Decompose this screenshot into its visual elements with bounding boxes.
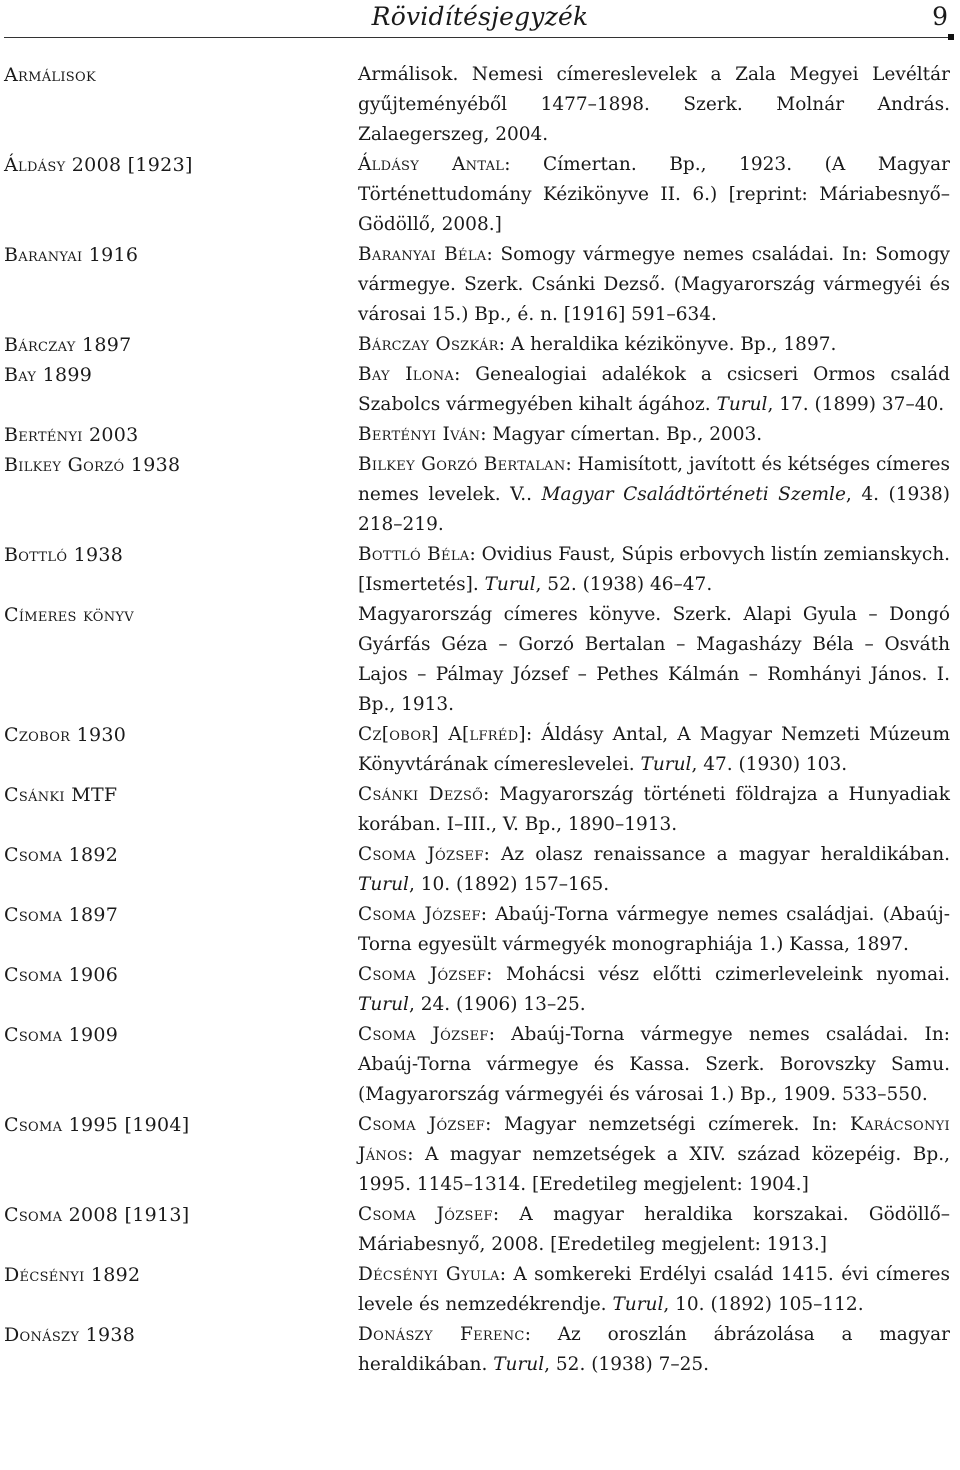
- abbreviation-key: Áldásy 2008 [1923]: [4, 154, 193, 176]
- author-name: Áldásy Antal: [358, 154, 505, 175]
- abbreviation-reference: [358, 540, 950, 600]
- abbreviation-reference: [358, 240, 950, 330]
- abbreviation-key: Donászy 1938: [4, 1324, 136, 1346]
- abbreviation-reference: [358, 1110, 950, 1200]
- abbreviation-entry: [0, 780, 960, 840]
- abbreviation-entry: [0, 1110, 960, 1200]
- author-name: Décsényi Gyula: [358, 1264, 500, 1285]
- abbreviation-entry: [0, 900, 960, 960]
- abbreviation-reference: [358, 840, 950, 900]
- author-name: Baranyai Béla: [358, 244, 487, 265]
- abbreviation-reference: [358, 1200, 950, 1260]
- abbreviation-key: Csoma 1909: [4, 1024, 119, 1046]
- abbreviation-entry: [0, 1260, 960, 1320]
- author-name: Bottló Béla: [358, 544, 470, 565]
- author-name: Bilkey Gorzó Bertalan: [358, 454, 566, 475]
- abbreviation-reference: [358, 1260, 950, 1320]
- reference-text: , 52. (1938) 7–25.: [544, 1354, 710, 1375]
- reference-text: : Magyar címertan. Bp., 2003.: [480, 424, 763, 445]
- abbreviation-key: Bottló 1938: [4, 544, 124, 566]
- abbreviation-key: Armálisok: [4, 64, 96, 86]
- author-name: Csoma József: [358, 904, 481, 925]
- journal-title: Turul: [493, 1354, 545, 1375]
- reference-text: : Abaúj-Torna vármegye nemes családjai. (Abaúj-Torna egyesült vármegyék monographiája 1.) Kassa, 1897.: [358, 904, 950, 955]
- abbreviation-key: Bertényi 2003: [4, 424, 139, 446]
- journal-title: Turul: [484, 574, 536, 595]
- abbreviation-reference: [358, 1020, 950, 1110]
- abbreviation-key: Décsényi 1892: [4, 1264, 141, 1286]
- reference-text: : Abaúj-Torna vármegye nemes családai. In: Abaúj-Torna vármegye és Kassa. Szerk. Borovszky Samu. (Magyarország vármegyéi és városai 1.) Bp., 1909. 533–550.: [358, 1024, 950, 1105]
- abbreviation-key: Bilkey Gorzó 1938: [4, 454, 181, 476]
- abbreviation-reference: [358, 720, 950, 780]
- abbreviation-reference: [358, 330, 950, 360]
- author-name: Bertényi Iván: [358, 424, 481, 445]
- header-rule: [4, 37, 952, 38]
- author-name: Csoma József: [358, 844, 484, 865]
- abbreviation-key: Csoma 1897: [4, 904, 119, 926]
- reference-text: , 24. (1906) 13–25.: [408, 994, 586, 1015]
- abbreviation-reference: [358, 150, 950, 240]
- author-name: Karácsonyi János: [358, 1114, 950, 1165]
- abbreviation-entry: [0, 1200, 960, 1260]
- journal-title: Turul: [716, 394, 768, 415]
- abbreviation-entry: [0, 450, 960, 540]
- journal-title: Turul: [358, 874, 409, 895]
- abbreviation-reference: [358, 450, 950, 540]
- abbreviation-entry: [0, 540, 960, 600]
- abbreviation-key: Csoma 1906: [4, 964, 119, 986]
- reference-text: Armálisok. Nemesi címereslevelek a Zala Megyei Levéltár gyűjteményéből 1477–1898. Szerk. Molnár András. Zalaegerszeg, 2004.: [358, 64, 950, 145]
- abbreviation-key: Bárczay 1897: [4, 334, 132, 356]
- abbreviation-reference: [358, 360, 950, 420]
- abbreviation-entry: [0, 600, 960, 720]
- reference-text: : Somogy vármegye nemes családai. In: Somogy vármegye. Szerk. Csánki Dezső. (Magyarország vármegyéi és városai 15.) Bp., é. n. [1916] 591–634.: [358, 244, 950, 325]
- abbreviation-key: Baranyai 1916: [4, 244, 139, 266]
- reference-text: : Magyarország történeti földrajza a Hunyadiak korában. I–III., V. Bp., 1890–1913.: [358, 784, 951, 835]
- abbreviation-reference: [358, 420, 950, 450]
- abbreviation-key: Csoma 1892: [4, 844, 119, 866]
- author-name: Bay Ilona: [358, 364, 455, 385]
- abbreviation-reference: [358, 900, 950, 960]
- author-name: Csoma József: [358, 964, 487, 985]
- abbreviation-entry: [0, 1020, 960, 1110]
- abbreviation-entry: [0, 420, 960, 450]
- reference-text: : A somkereki Erdélyi család 1415. évi címeres levele és nemzedékrendje.: [358, 1264, 950, 1315]
- author-name: Cz[obor] A[lfréd]: [358, 724, 526, 745]
- abbreviation-key: Csoma 2008 [1913]: [4, 1204, 190, 1226]
- abbreviation-key: Csoma 1995 [1904]: [4, 1114, 190, 1136]
- abbreviation-reference: [358, 780, 950, 840]
- journal-title: Turul: [612, 1294, 664, 1315]
- reference-text: : Mohácsi vész előtti czimerleveleink nyomai.: [486, 964, 950, 985]
- abbreviation-entry: [0, 360, 960, 420]
- reference-text: : A magyar nemzetségek a XIV. század közepéig. Bp., 1995. 1145–1314. [Eredetileg megjelent: 1904.]: [358, 1144, 950, 1195]
- reference-text: , 10. (1892) 157–165.: [408, 874, 610, 895]
- abbreviation-reference: [358, 960, 950, 1020]
- reference-text: , 47. (1930) 103.: [691, 754, 848, 775]
- journal-title: Turul: [640, 754, 692, 775]
- abbreviation-entry: [0, 330, 960, 360]
- abbreviation-entry: [0, 240, 960, 330]
- abbreviation-reference: [358, 600, 950, 720]
- reference-text: : Az olasz renaissance a magyar heraldikában.: [483, 844, 950, 865]
- page-number: 9: [932, 2, 948, 31]
- author-name: Csoma József: [358, 1114, 486, 1135]
- reference-text: , 52. (1938) 46–47.: [535, 574, 713, 595]
- running-header: [0, 0, 960, 40]
- abbreviation-key: Bay 1899: [4, 364, 93, 386]
- reference-text: : A magyar heraldika korszakai. Gödöllő–Máriabesnyő, 2008. [Eredetileg megjelent: 1913.]: [358, 1204, 950, 1255]
- abbreviation-key: Czobor 1930: [4, 724, 127, 746]
- abbreviation-reference: [358, 1320, 950, 1380]
- reference-text: Magyarország címeres könyve. Szerk. Alapi Gyula – Dongó Gyárfás Géza – Gorzó Bertalan – Magasházy Béla – Osváth Lajos – Pálmay József – Pethes Kálmán – Romhányi János. I. Bp., 1913.: [358, 604, 950, 715]
- journal-title: Magyar Családtörténeti Szemle: [541, 484, 846, 505]
- reference-text: : Címertan. Bp., 1923. (A Magyar Történettudomány Kézikönyve II. 6.) [reprint: Máriabesnyő–Gödöllő, 2008.]: [358, 154, 950, 235]
- abbreviation-entry: [0, 1320, 960, 1380]
- reference-text: : Ovidius Faust, Súpis erbovych listín zemianskych. [Ismertetés].: [358, 544, 950, 595]
- abbreviation-key: Címeres könyv: [4, 604, 134, 626]
- abbreviation-entry: [0, 150, 960, 240]
- reference-text: : Az oroszlán ábrázolása a magyar heraldikában.: [358, 1324, 950, 1375]
- header-dot: [948, 34, 954, 40]
- abbreviation-entry: [0, 60, 960, 150]
- journal-title: Turul: [358, 994, 409, 1015]
- author-name: Bárczay Oszkár: [358, 334, 499, 355]
- abbreviation-key: Csánki MTF: [4, 784, 118, 806]
- author-name: Csoma József: [358, 1204, 493, 1225]
- reference-text: : A heraldika kézikönyve. Bp., 1897.: [498, 334, 837, 355]
- author-name: Csoma József: [358, 1024, 489, 1045]
- reference-text: , 10. (1892) 105–112.: [663, 1294, 864, 1315]
- reference-text: : Áldásy Antal, A Magyar Nemzeti Múzeum Könyvtárának címereslevelei.: [358, 724, 950, 775]
- abbreviation-entry: [0, 720, 960, 780]
- author-name: Donászy Ferenc: [358, 1324, 525, 1345]
- abbreviation-entry: [0, 840, 960, 900]
- running-title: Rövidítésjegyzék: [371, 2, 589, 31]
- abbreviation-reference: [358, 60, 950, 150]
- reference-text: : Hamisított, javított és kétséges címeres nemes levelek. V..: [358, 454, 950, 505]
- reference-text: : Genealogiai adalékok a csicseri Ormos család Szabolcs vármegyében kihalt ágához.: [358, 364, 950, 415]
- reference-text: : Magyar nemzetségi czímerek. In:: [485, 1114, 850, 1135]
- abbreviation-list: [0, 60, 960, 1380]
- author-name: Csánki Dezső: [358, 784, 484, 805]
- abbreviation-entry: [0, 960, 960, 1020]
- reference-text: , 4. (1938) 218–219.: [358, 484, 950, 535]
- reference-text: , 17. (1899) 37–40.: [767, 394, 945, 415]
